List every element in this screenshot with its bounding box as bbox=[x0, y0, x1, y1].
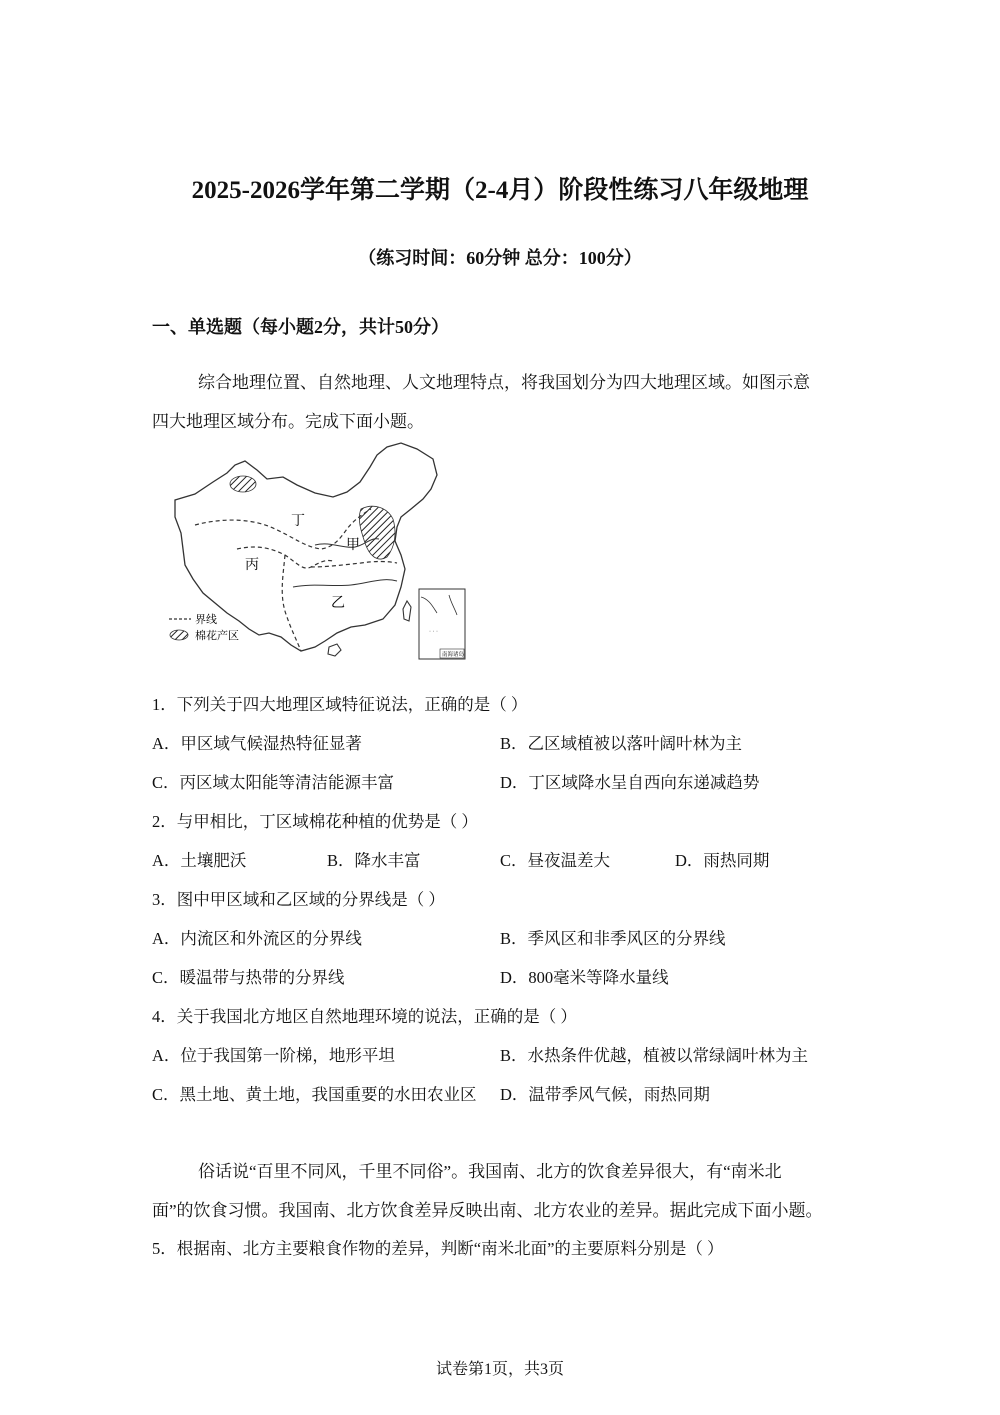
question-1-stem: 1．下列关于四大地理区域特征说法，正确的是（ ） bbox=[152, 695, 528, 714]
exam-info: （练习时间：60分钟 总分：100分） bbox=[358, 248, 642, 268]
region-label-bing: 丙 bbox=[245, 557, 259, 573]
taiwan-island bbox=[403, 601, 411, 621]
question-5-stem: 5．根据南、北方主要粮食作物的差异，判断“南米北面”的主要原料分别是（ ） bbox=[152, 1239, 724, 1258]
question-2-option-d: D．雨热同期 bbox=[675, 851, 770, 870]
question-1-option-a: A．甲区域气候湿热特征显著 bbox=[152, 734, 362, 753]
region-label-yi: 乙 bbox=[331, 595, 345, 611]
inset-islands: · · · bbox=[429, 629, 438, 635]
question-3-stem: 3．图中甲区域和乙区域的分界线是（ ） bbox=[152, 890, 445, 909]
passage1-line1: 综合地理位置、自然地理、人文地理特点，将我国划分为四大地理区域。如图示意 bbox=[198, 373, 810, 392]
region-label-jia: 甲 bbox=[346, 537, 360, 553]
question-4-option-d: D．温带季风气候，雨热同期 bbox=[500, 1085, 710, 1104]
question-2-stem: 2．与甲相比，丁区域棉花种植的优势是（ ） bbox=[152, 812, 478, 831]
hainan-island bbox=[328, 644, 341, 656]
question-2-option-a: A．土壤肥沃 bbox=[152, 851, 247, 870]
question-3-option-d: D．800毫米等降水量线 bbox=[500, 968, 669, 987]
legend-cotton-label: 棉花产区 bbox=[195, 629, 239, 642]
passage1-line2: 四大地理区域分布。完成下面小题。 bbox=[152, 412, 424, 431]
section-heading: 一、单选题（每小题2分，共计50分） bbox=[152, 317, 449, 337]
legend-cotton-swatch bbox=[170, 630, 188, 640]
question-3-option-c: C．暖温带与热带的分界线 bbox=[152, 968, 345, 987]
page-footer: 试卷第1页，共3页 bbox=[435, 1361, 564, 1378]
question-3-option-b: B．季风区和非季风区的分界线 bbox=[500, 929, 726, 948]
china-regions-map bbox=[165, 437, 470, 662]
question-1-option-d: D．丁区域降水呈自西向东递减趋势 bbox=[500, 773, 760, 792]
question-4-option-a: A．位于我国第一阶梯，地形平坦 bbox=[152, 1046, 395, 1065]
region-label-ding: 丁 bbox=[291, 513, 305, 529]
question-1-option-c: C．丙区域太阳能等清洁能源丰富 bbox=[152, 773, 395, 792]
question-4-option-b: B．水热条件优越，植被以常绿阔叶林为主 bbox=[500, 1046, 809, 1065]
passage2-line1: 俗话说“百里不同风，千里不同俗”。我国南、北方的饮食差异很大，有“南米北 bbox=[198, 1162, 782, 1181]
question-3-option-a: A．内流区和外流区的分界线 bbox=[152, 929, 362, 948]
question-1-option-b: B．乙区域植被以落叶阔叶林为主 bbox=[500, 734, 743, 753]
inset-label: 南海诸岛 bbox=[442, 652, 465, 658]
question-4-option-c: C．黑土地、黄土地，我国重要的水田农业区 bbox=[152, 1085, 477, 1104]
question-4-stem: 4．关于我国北方地区自然地理环境的说法，正确的是（ ） bbox=[152, 1007, 577, 1026]
cotton-area-xinjiang-north bbox=[230, 476, 256, 492]
passage2-line2: 面”的饮食习惯。我国南、北方饮食差异反映出南、北方农业的差异。据此完成下面小题。 bbox=[152, 1201, 823, 1220]
question-2-option-b: B．降水丰富 bbox=[327, 851, 421, 870]
question-2-option-c: C．昼夜温差大 bbox=[500, 851, 611, 870]
legend-boundary-label: 界线 bbox=[195, 613, 217, 626]
page-title: 2025-2026学年第二学期（2-4月）阶段性练习八年级地理 bbox=[191, 177, 809, 204]
